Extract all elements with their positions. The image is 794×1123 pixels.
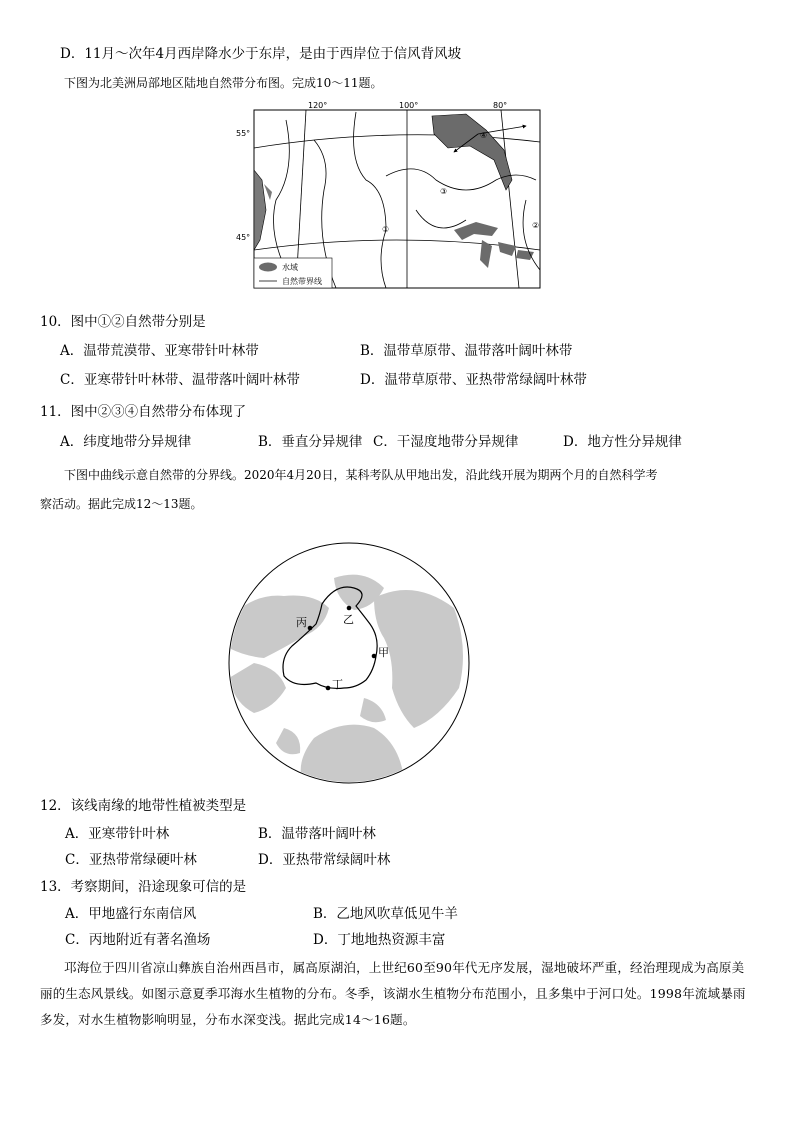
intro-12-13-line2: 察活动。据此完成12～13题。: [40, 497, 203, 511]
zone-2-label: ②: [532, 221, 540, 230]
point-ding: 丁: [332, 678, 343, 691]
question-13: 13．考察期间，沿途现象可信的是: [40, 879, 247, 895]
q13-option-d: D．丁地地热资源丰富: [313, 932, 446, 948]
q12-option-b: B．温带落叶阔叶林: [258, 826, 376, 842]
question-12: 12．该线南缘的地带性植被类型是: [40, 798, 247, 814]
question-11: 11．图中②③④自然带分布体现了: [40, 404, 247, 420]
lon-label-80: 80°: [493, 101, 508, 110]
q12-option-a: A．亚寒带针叶林: [65, 826, 170, 842]
zone-3-label: ③: [440, 187, 448, 196]
lat-label-45: 45°: [236, 233, 251, 242]
point-bing: 丙: [296, 616, 307, 629]
lon-label-120: 120°: [308, 101, 328, 110]
legend-boundary: 自然带界线: [282, 277, 322, 286]
q12-option-c: C．亚热带常绿硬叶林: [65, 852, 197, 868]
option-d-prev: D．11月～次年4月西岸降水少于东岸，是由于西岸位于信风背风坡: [60, 46, 462, 62]
q13-option-a: A．甲地盛行东南信风: [65, 906, 197, 922]
q10-option-b: B．温带草原带、温带落叶阔叶林带: [360, 343, 573, 359]
zone-4-label: ④: [480, 131, 488, 140]
point-jia: 甲: [378, 646, 389, 659]
q11-option-b: B．垂直分异规律: [258, 434, 363, 450]
q11-option-a: A．纬度地带分异规律: [60, 434, 192, 450]
q13-option-b: B．乙地风吹草低见牛羊: [313, 906, 458, 922]
q11-option-d: D．地方性分异规律: [563, 434, 682, 450]
question-10: 10．图中①②自然带分别是: [40, 314, 206, 330]
arctic-globe-map: [224, 538, 474, 788]
lat-label-55: 55°: [236, 129, 251, 138]
point-yi: 乙: [343, 613, 354, 626]
lon-label-100: 100°: [399, 101, 419, 110]
q10-option-c: C．亚寒带针叶林带、温带落叶阔叶林带: [60, 372, 300, 388]
intro-10-11: 下图为北美洲局部地区陆地自然带分布图。完成10～11题。: [64, 76, 383, 90]
zone-1-label: ①: [382, 225, 390, 234]
north-america-zone-map: [236, 100, 546, 292]
q12-option-d: D．亚热带常绿阔叶林: [258, 852, 391, 868]
legend-water: 水域: [282, 263, 298, 272]
q10-option-d: D．温带草原带、亚热带常绿阔叶林带: [360, 372, 587, 388]
q11-option-c: C．干湿度地带分异规律: [373, 434, 519, 450]
q10-option-a: A．温带荒漠带、亚寒带针叶林带: [60, 343, 259, 359]
intro-14-16: 邛海位于四川省凉山彝族自治州西昌市，属高原湖泊，上世纪60至90年代无序发展，湿地破坏严重，经治理现成为高原美丽的生态风景线。如图示意夏季邛海水生植物的分布。冬季，该湖水生植物分布范围小，且多集中于河口处。1998年流域暴雨多发，对水生植物影响明显，分布水深变浅。据此完成14～16题。: [40, 960, 746, 1027]
q13-option-c: C．丙地附近有著名渔场: [65, 932, 211, 948]
intro-12-13-line1: 下图中曲线示意自然带的分界线。2020年4月20日，某科考队从甲地出发，沿此线开展为期两个月的自然科学考: [64, 468, 658, 482]
